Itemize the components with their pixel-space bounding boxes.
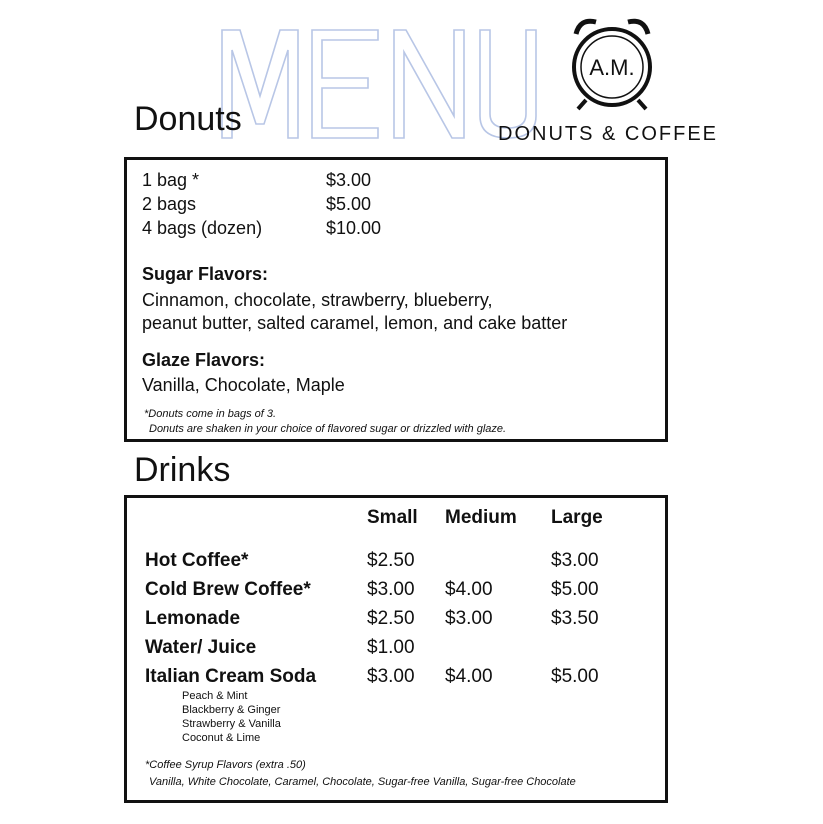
syrup-note: *Coffee Syrup Flavors (extra .50) [145,759,306,771]
bag-label: 4 bags (dozen) [142,218,263,238]
drink-name: Cold Brew Coffee* [145,579,311,600]
drink-price-medium: $4.00 [445,579,493,600]
drink-price-large: $5.00 [551,579,599,600]
brand-name: DONUTS & COFFEE [498,123,719,145]
drink-name: Water/ Juice [145,637,257,658]
bag-price: $3.00 [326,170,372,190]
donuts-heading: Donuts [134,100,242,138]
drink-price-small: $3.00 [367,666,415,687]
glaze-flavors-list: Vanilla, Chocolate, Maple [142,375,345,395]
drinks-panel [124,495,668,803]
drink-price-large: $5.00 [551,666,599,687]
svg-text:A.M.: A.M. [589,55,635,80]
column-header-small: Small [367,507,418,528]
column-header-medium: Medium [445,507,517,528]
donuts-note: *Donuts come in bags of 3. [144,408,277,420]
bag-price: $10.00 [326,218,382,238]
glaze-flavors-heading: Glaze Flavors: [142,350,266,370]
donuts-panel [124,157,668,442]
drink-price-large: $3.00 [551,550,599,571]
drinks-heading: Drinks [134,451,231,489]
drink-price-medium: $4.00 [445,666,493,687]
drink-price-small: $2.50 [367,550,415,571]
drink-price-small: $1.00 [367,637,415,658]
drink-price-large: $3.50 [551,608,599,629]
drink-price-small: $2.50 [367,608,415,629]
soda-flavor: Strawberry & Vanilla [182,718,281,730]
soda-flavor: Blackberry & Ginger [182,704,281,716]
sugar-flavors-list: peanut butter, salted caramel, lemon, and cake batter [142,313,568,333]
donuts-note: Donuts are shaken in your choice of flavored sugar or drizzled with glaze. [149,423,507,435]
bag-price: $5.00 [326,194,372,214]
drink-name: Italian Cream Soda [145,666,317,687]
drink-price-small: $3.00 [367,579,415,600]
column-header-large: Large [551,507,603,528]
drink-name: Hot Coffee* [145,550,249,571]
bag-label: 1 bag * [142,170,200,190]
soda-flavor: Peach & Mint [182,690,248,702]
sugar-flavors-list: Cinnamon, chocolate, strawberry, blueberry, [142,290,493,310]
syrup-flavors-list: Vanilla, White Chocolate, Caramel, Chocolate, Sugar-free Vanilla, Sugar-free Chocolate [149,776,576,788]
soda-flavor: Coconut & Lime [182,732,261,744]
drink-price-medium: $3.00 [445,608,493,629]
sugar-flavors-heading: Sugar Flavors: [142,264,269,284]
bag-label: 2 bags [142,194,197,214]
clock-logo-icon [566,12,658,112]
drink-name: Lemonade [145,608,241,629]
